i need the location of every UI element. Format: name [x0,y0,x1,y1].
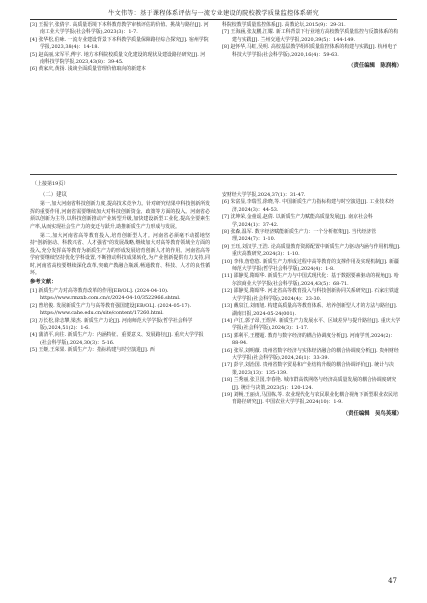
references-title: 参考文献： [30,279,57,286]
section-subhead: （二）建议 [40,192,67,198]
reference-item: [11] 邵静雯,隋昭华. 新质生产力与中国式现代化：基于数据要素驱动的视角[J]. 哈尔滨商业大学学报(社会科学版),2024,43(5)：68-71. [222,273,399,287]
bottom-right-references [222,192,402,418]
reference-item: [15] 郭利平,王樱超. 教育与数字经济的耦合协调度分析[J]. 河南学刊,2024(2)：88-94. [222,332,396,347]
reference-item: [7] 沈坤荣,金童谣,赵倩. 以新质生产力赋能高质量发展[J]. 南京社会科学,2024(1)：37-42. [222,214,373,228]
reference-item: 科院校教学质量监控体系[J]. 高教论坛,2015(9)：29-31. [222,22,346,28]
reference-item: [13] 戴泉江,刘雨旭. 构建高质量高等教育体系、培养创新型人才的方法与路径[J]. 湖南日报,2024-05-24(001). [222,303,398,317]
reference-item: [5] 王姬,王荣果. 新质生产力：指标构建与时空演进[J]. 西 [30,347,155,354]
reference-item: 安财经大学学报,2024,37(1)：31-47. [222,192,306,198]
reference-item: [9] 王珏,刘汉学,王浩. 论高质量教育资源配置中新质生产力驱动内涵与作用机理[J]. 重庆高教研究,2024(3)：1-10. [222,243,401,258]
reference-item: [16] 张军,刘明薇. 贵州省数字经济与实体经济融合的耦合协调度分析[J]. 贵州财经大学学报(社会科学版),2024,26(1)：33-39. [222,347,399,361]
reference-item: [6] 黄家庆,黄扬. 浅谈全面质量管理价值取向的新建本 [30,66,146,73]
editor-credit: （责任编辑 陈润梅） [348,63,402,70]
section-divider [30,174,397,175]
reference-item: [4] 蒲清平,向往. 新质生产力：内涵特征、重要意义、发展路径[J]. 重庆大学学报(社会科学版),2024,30(3)：5-16. [30,332,204,346]
reference-item: [8] 张森,温军. 数字经济赋能新质生产力：一个分析框架[J]. 当代经济管理,2024(7)：1-10. [222,229,377,243]
reference-item: [4] 张华松,伯咏. 一流专业建设背景下本科教学质量保障路径综合探究[J]. 宿州学院学报,2023,38(4)：14-18. [30,36,209,51]
reference-item: [8] 赵怀华,马虹,吴明. 高校基层教学组织质量监控体系的构建与实践[J]. 杭州电子科技大学学报(社会科学版),2020,16(4)：59-63. [222,44,398,58]
top-right-references [222,22,402,70]
top-left-references [30,22,210,74]
reference-item: [2] 曾培俊. 发展新质生产力与高等教育强国建设[EB/OL]. (2024-05-17). https://www.cahe.edu.cn/site/content/17260.html. [30,302,192,317]
reference-item: [3] 万长松,徐志攀,梁杰. 新质生产力论[J]. 河南师范大学学报(哲学社会科学版),2024,51(2)：1-6. [30,317,193,331]
reference-item: [17] 彭宇,刘治国. 贵州省数字贸易和产业结构升级的耦合协调评价[J]. 统计与决策,2023(13)：135-139. [222,362,394,376]
running-header: 牛文伟等：基于课程体系评估与一流专业建设的院校教学质量监控体系研究 [30,8,397,20]
editor-credit: （责任编辑 吴鸟英瑾） [342,410,402,417]
reference-item: [19] 刘畅,王丽贞,马国栋,等. 农业现代化与农民职业化耦合视角下新型职业农民培育路径研究[J]. 中国农业大学学报,2024(10)：1-9. [222,391,398,406]
body-paragraph: 第二,加大河南省高等教育投入,培育创新型人才。河南省必须毫不动摇地坚持"创新驱动、科教兴省、人才强省"的发展战略,继续加大对高等教育领域全方面的投入,充分发挥高等教育为新质生产力的形成发展培育创新人才的作用。河南省高等学府要继续坚持优化学科设置,不断推动科技成果转化,为产业创新提供有力支持,同时,河南省高校要继续深化改革,突破产教融合瓶颈,畅通教育、科技、人才的良性循环。 [30,233,210,277]
reference-item: [6] 朱富显,李瑞雪,徐晓,等. 中国新质生产力指标构建与时空演进[J]. 工业技术经济,2024(3)：44-53. [222,199,394,213]
continued-note: （上接第19页） [32,181,69,187]
reference-item: [14] 卢江,郭子昂,王煜萍. 新质生产力发展水平、区域差异与提升路径[J]. 重庆大学学报(社会科学版),2024(3)：1-17. [222,317,401,332]
page-number: 47 [388,577,397,585]
body-paragraph: 第一,加大河南省科技创新力度,提高技术竞争力。针对研究结果中科技创新所发挥的重要作用,河南省需要继续加大对科技创新资金、政策等方面的投入。河南省必须以创新为主导,以科技创新推动产业转型升级,加快建设新型工业化,提高全要素生产率,从而实现社会生产力的变迁与跃升,助推新质生产力形成与发展。 [30,201,210,230]
reference-item: [1] 新质生产力对高等教育改革的作用[EB/OL]. (2024-04-10). https://www.rmzxb.com.cn/c/2024-04-10/3522966.shtml. [30,287,181,302]
bottom-left-article [30,192,210,355]
reference-item: [18] 兰秀丽,张卫国,李春艳. 城市群高铁网络与经济高质量发展的耦合协调度研究[J]. 统计与决策,2023(5)：120-124. [222,377,397,391]
reference-item: [10] 李伟,詹悠悠. 新质生产力形成过程中高等教育的支撑作用及实现机制[J]. 新疆师范大学学报(哲学社会科学版),2024(4)：1-8. [222,258,399,273]
reference-item: [7] 王海涵,张友鹏,江耀. 新工科背景下行业地方高校教学质量监控与反馈体系的构建与实践[J]. 兰州交通大学学报,2020,39(5)：144-149. [222,29,399,43]
reference-item: [5] 赵高丽,宋军平,傅宇. 地方本科院校质量文化建设的现状及建设路径研究[J]. 河南科技学院学报,2023,43(8)：39-45. [30,51,206,66]
reference-item: [12] 邵静雯,隋昭华. 河北省高等教育投入与科技创新协同关系研究[J]. 石家庄铁道大学学报(社会科学版),2024(4)：23-30. [222,288,399,302]
reference-item: [3] 王振宇,张倩宇. 高质量语境下本科教育教学审核评估的价值、挑战与路径[J]. 河南工业大学学报(社会科学版),2023(3)：1-7. [30,22,209,36]
